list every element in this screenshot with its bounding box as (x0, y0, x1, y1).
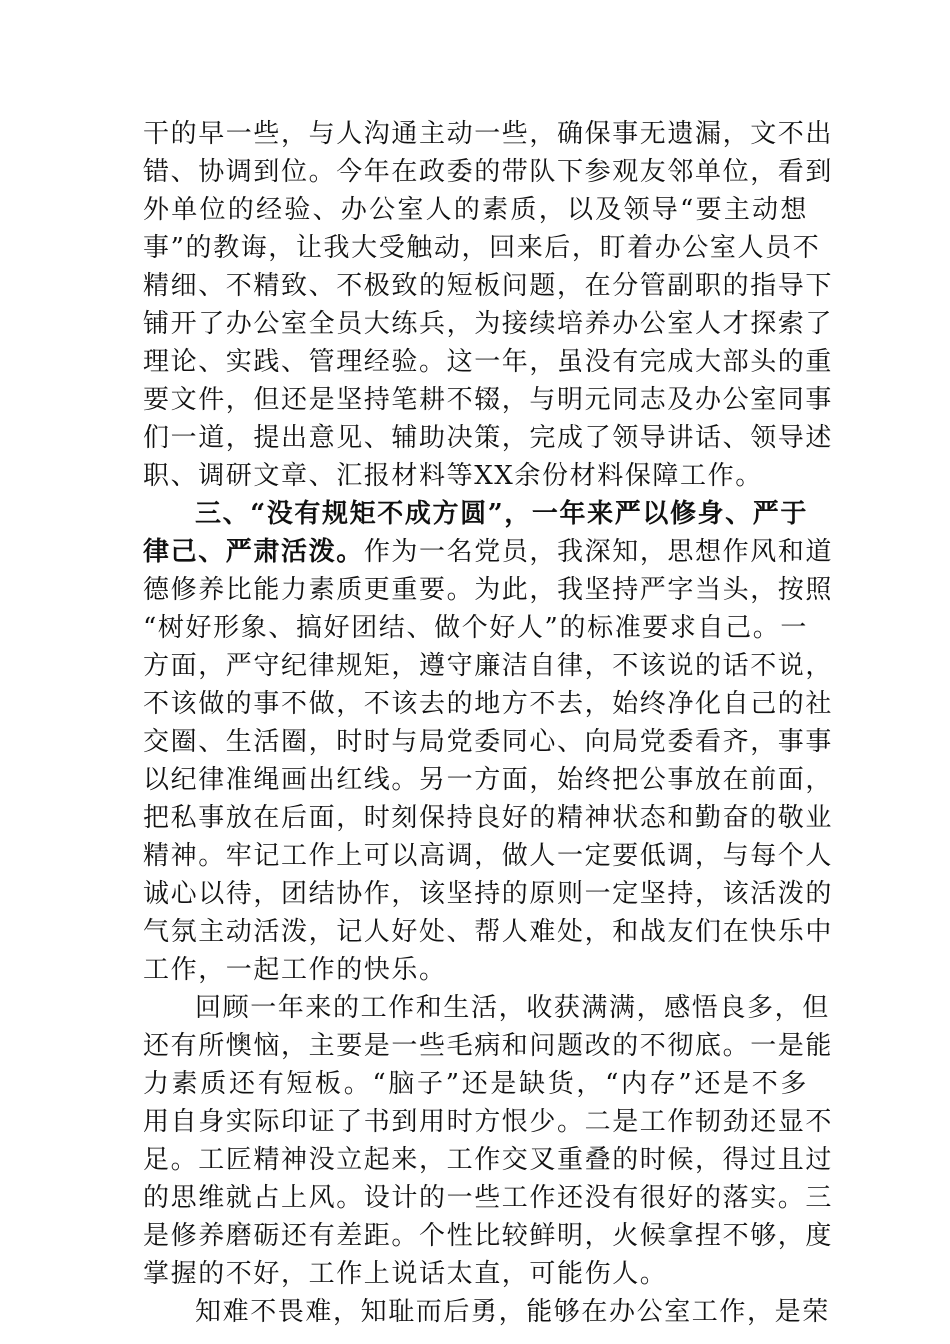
text-line: 德修养比能力素质更重要。为此，我坚持严字当头，按照 (143, 575, 834, 605)
text-line: 知难不畏难，知耻而后勇，能够在办公室工作，是荣 (195, 1297, 830, 1327)
text-line: 要文件，但还是坚持笔耕不辍，与明元同志及办公室同事 (143, 385, 834, 415)
paragraph-closing (143, 1293, 830, 1331)
text-line: 精神。牢记工作上可以高调，做人一定要低调，与每个人 (143, 841, 834, 871)
text-line: 精细、不精致、不极致的短板问题，在分管副职的指导下 (143, 271, 834, 301)
text-line: 工作，一起工作的快乐。 (143, 955, 447, 985)
text-line: 把私事放在后面，时刻保持良好的精神状态和勤奋的敬业 (143, 803, 834, 833)
text-line: 职、调研文章、汇报材料等XX余份材料保障工作。 (143, 461, 763, 491)
text-line: 还有所懊恼，主要是一些毛病和问题改的不彻底。一是能 (143, 1031, 834, 1061)
text-line: 方面，严守纪律规矩，遵守廉洁自律，不该说的话不说， (143, 651, 834, 681)
text-line: 足。工匠精神没立起来，工作交叉重叠的时候，得过且过 (143, 1145, 834, 1175)
document-body (143, 115, 834, 1331)
text-line: 以纪律准绳画出红线。另一方面，始终把公事放在前面， (143, 765, 834, 795)
text-line: 的思维就占上风。设计的一些工作还没有很好的落实。三 (143, 1183, 834, 1213)
paragraph-review (143, 989, 834, 1293)
section-heading-line: 三、“没有规矩不成方圆”，一年来严以修身、严于 (195, 499, 808, 529)
text-line: 理论、实践、管理经验。这一年，虽没有完成大部头的重 (143, 347, 834, 377)
text-line: 们一道，提出意见、辅助决策，完成了领导讲话、领导述 (143, 423, 834, 453)
text-line: “树好形象、搞好团结、做个好人”的标准要求自己。一 (143, 613, 808, 643)
section-heading-rest: 作为一名党员，我深知，思想作风和道 (363, 537, 834, 567)
text-line: 掌握的不好，工作上说话太直，可能伤人。 (143, 1259, 668, 1289)
text-line: 不该做的事不做，不该去的地方不去，始终净化自己的社 (143, 689, 834, 719)
paragraph-section-three (143, 495, 834, 989)
section-heading-line-mixed (143, 533, 834, 571)
text-line: 交圈、生活圈，时时与局党委同心、向局党委看齐，事事 (143, 727, 834, 757)
text-line: 干的早一些，与人沟通主动一些，确保事无遗漏，文不出 (143, 119, 834, 149)
text-line: 回顾一年来的工作和生活，收获满满，感悟良多，但 (195, 993, 830, 1023)
text-line: 用自身实际印证了书到用时方恨少。二是工作韧劲还显不 (143, 1107, 834, 1137)
section-heading-bold: 律己、严肃活泼。 (143, 537, 364, 567)
text-line: 诚心以待，团结协作，该坚持的原则一定坚持，该活泼的 (143, 879, 834, 909)
text-line: 事”的教诲，让我大受触动，回来后，盯着办公室人员不 (143, 233, 821, 263)
text-line: 铺开了办公室全员大练兵，为接续培养办公室人才探索了 (143, 309, 834, 339)
text-line: 力素质还有短板。“脑子”还是缺货，“内存”还是不多 (143, 1069, 808, 1099)
text-line: 外单位的经验、办公室人的素质，以及领导“要主动想 (143, 195, 808, 225)
text-line: 气氛主动活泼，记人好处、帮人难处，和战友们在快乐中 (143, 917, 834, 947)
text-line: 是修养磨砺还有差距。个性比较鲜明，火候拿捏不够，度 (143, 1221, 834, 1251)
text-line: 错、协调到位。今年在政委的带队下参观友邻单位，看到 (143, 157, 834, 187)
paragraph-work-summary (143, 115, 834, 495)
